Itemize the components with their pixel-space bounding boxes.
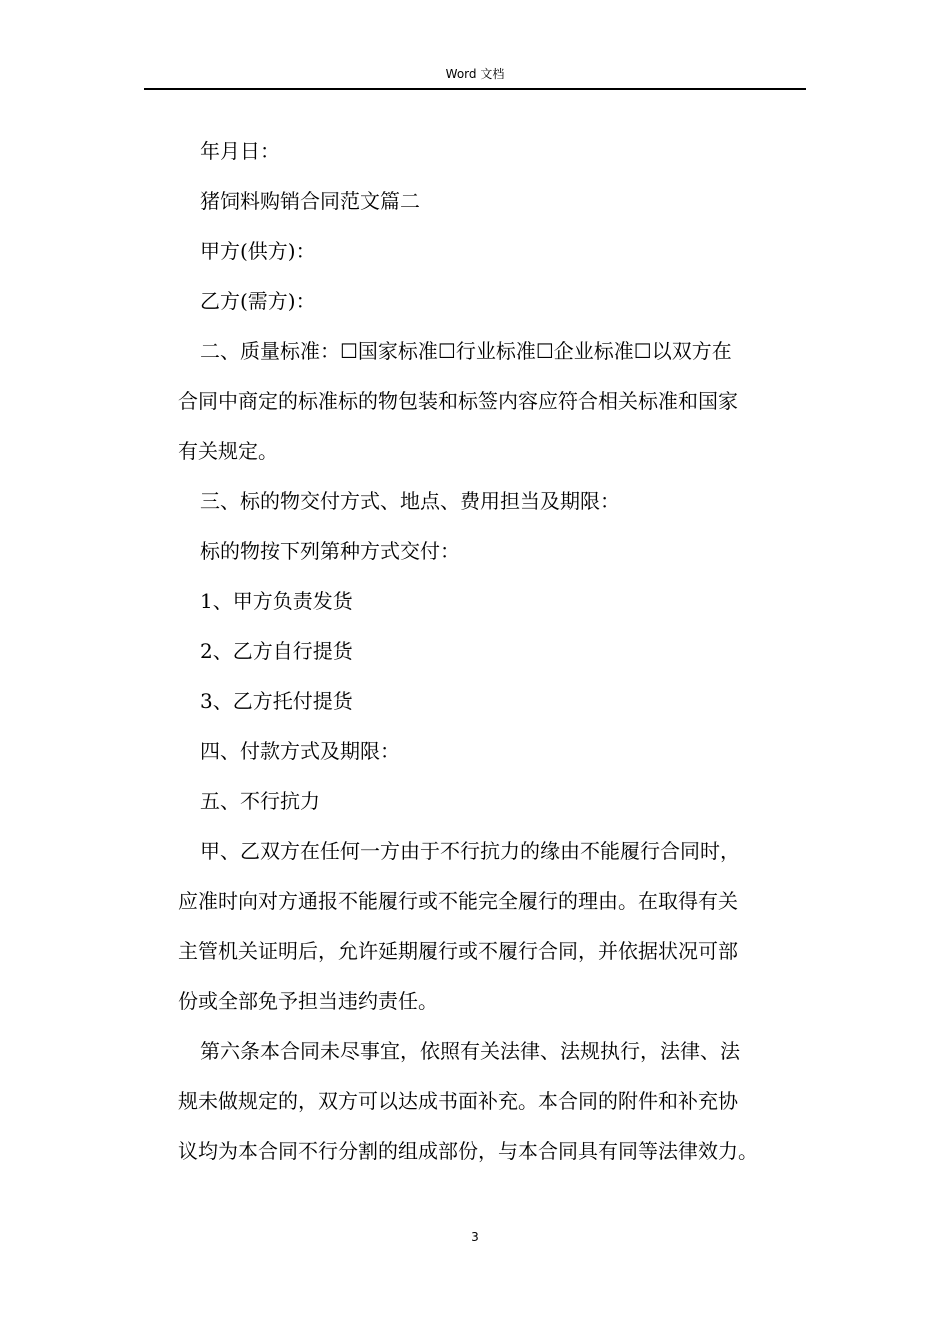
paragraph-line: 规未做规定的，双方可以达成书面补充。本合同的附件和补充协 — [178, 1089, 738, 1113]
paragraph-line: 议均为本合同不行分割的组成部份，与本合同具有同等法律效力。 — [178, 1139, 758, 1163]
paragraph-delivery-method — [178, 526, 818, 576]
paragraph-line: 应准时向对方通报不能履行或不能完全履行的理由。在取得有关 — [178, 889, 738, 913]
paragraph-line: 乙方(需方)： — [200, 289, 316, 313]
paragraph-line: 标的物按下列第种方式交付： — [200, 539, 460, 563]
list-item-1 — [178, 576, 818, 626]
paragraph-line: 猪饲料购销合同范文篇二 — [200, 189, 420, 213]
paragraph-party-a — [178, 226, 818, 276]
list-item-3 — [178, 676, 818, 726]
paragraph-force-majeure-body — [178, 826, 818, 1026]
paragraph-line: 甲方(供方)： — [200, 239, 316, 263]
paragraph-title — [178, 176, 818, 226]
paragraph-force-majeure-heading — [178, 776, 818, 826]
paragraph-line: 份或全部免予担当违约责任。 — [178, 989, 438, 1013]
paragraph-line: 年月日： — [200, 139, 280, 163]
paragraph-line: 主管机关证明后，允许延期履行或不履行合同，并依据状况可部 — [178, 939, 738, 963]
paragraph-line: 二、质量标准：☐国家标准☐行业标准☐企业标准☐以双方在 — [200, 339, 732, 363]
paragraph-line: 五、不行抗力 — [200, 789, 320, 813]
paragraph-line: 三、标的物交付方式、地点、费用担当及期限： — [200, 489, 620, 513]
header-divider — [144, 88, 806, 90]
paragraph-payment — [178, 726, 818, 776]
list-item-2 — [178, 626, 818, 676]
paragraph-quality-standard — [178, 326, 818, 476]
paragraph-line: 第六条本合同未尽事宜，依照有关法律、法规执行，法律、法 — [200, 1039, 740, 1063]
paragraph-line: 有关规定。 — [178, 439, 278, 463]
paragraph-line: 合同中商定的标准标的物包装和标签内容应符合相关标准和国家 — [178, 389, 738, 413]
document-body — [178, 126, 818, 1176]
paragraph-line: 四、付款方式及期限： — [200, 739, 400, 763]
paragraph-line: 1、甲方负责发货 — [200, 589, 353, 613]
paragraph-line: 3、乙方托付提货 — [200, 689, 353, 713]
paragraph-delivery-terms — [178, 476, 818, 526]
paragraph-line: 甲、乙双方在任何一方由于不行抗力的缘由不能履行合同时， — [200, 839, 740, 863]
paragraph-date — [178, 126, 818, 176]
paragraph-line: 2、乙方自行提货 — [200, 639, 353, 663]
paragraph-article-six — [178, 1026, 818, 1176]
page-header-title: Word 文档 — [445, 67, 505, 81]
page-number: 3 — [471, 1230, 479, 1244]
paragraph-party-b — [178, 276, 818, 326]
